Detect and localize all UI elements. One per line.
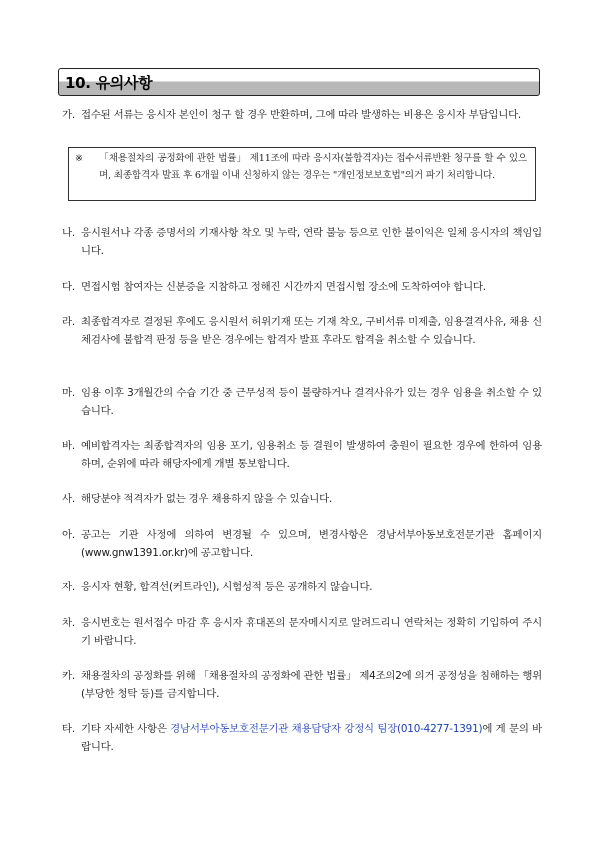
item-marker: 자. [62,581,75,593]
notice-item-da [62,278,542,296]
notice-item-ba [62,437,542,473]
item-text: 예비합격자는 최종합격자의 임용 포기, 임용취소 등 결원이 발생하여 충원이 필요한 경우에 한하여 임용하며, 순위에 따라 해당자에게 개별 통보합니다. [81,440,542,470]
notice-item-na [62,224,542,260]
notice-item-cha [62,614,542,650]
section-title: 10. 유의사항 [65,74,153,92]
item-marker: 차. [62,617,75,629]
item-text: 임용 이후 3개월간의 수습 기간 중 근무성적 등이 불량하거나 결격사유가 있는 경우 임용을 취소할 수 있습니다. [81,387,542,417]
contact-info: 경남서부아동보호전문기관 채용담당자 강정식 팀장(010-4277-1391) [170,723,483,735]
item-marker: 사. [62,493,75,505]
item-text: 공고는 기관 사정에 의하여 변경될 수 있으며, 변경사항은 경남서부아동보호전문기관 홈페이지(www.gnw1391.or.kr)에 공고합니다. [81,529,542,559]
notice-item-ja [62,578,542,596]
notice-item-sa [62,490,542,508]
note-text: 「채용절차의 공정화에 관한 법률」 제11조에 따라 응시자(불합격자)는 접수서류반환 청구를 할 수 있으며, 최종합격자 발표 후 6개월 이내 신청하지 않는 경우는 "개인정보보호법"의거 파기 처리합니다. [99,153,527,181]
item-marker: 라. [62,316,75,328]
item-text: 응시원서나 각종 증명서의 기재사항 착오 및 누락, 연락 불능 등으로 인한 불이익은 일체 응시자의 책임입니다. [81,227,542,257]
item-text: 채용절차의 공정화를 위해 「채용절차의 공정화에 관한 법률」 제4조의2에 의거 공정성을 침해하는 행위(부당한 청탁 등)를 금지합니다. [81,670,542,700]
notice-item-ta [62,720,542,756]
section-header [58,68,540,96]
item-marker: 바. [62,440,75,452]
note-marker: ※ [75,153,83,164]
item-text: 접수된 서류는 응시자 본인이 청구 할 경우 반환하며, 그에 따라 발생하는 비용은 응시자 부담입니다. [81,109,522,121]
item-marker: 마. [62,387,75,399]
item-marker: 카. [62,670,75,682]
notice-item-ra [62,313,542,349]
item-text: 응시번호는 원서접수 마감 후 응시자 휴대폰의 문자메시지로 알려드리니 연락처는 정확히 기입하여 주시기 바랍니다. [81,617,542,647]
item-marker: 아. [62,529,75,541]
item-text: 응시자 현황, 합격선(커트라인), 시험성적 등은 공개하지 않습니다. [81,581,373,593]
item-text-suffix: 에 게 문의 바랍니다. [81,723,542,753]
item-marker: 나. [62,227,75,239]
item-text [62,720,542,756]
notice-item-a [62,526,542,562]
item-text: 면접시험 참여자는 신분증을 지참하고 정해진 시간까지 면접시험 장소에 도착하여야 합니다. [81,281,486,293]
item-marker: 가. [62,109,75,121]
item-marker: 다. [62,281,75,293]
notice-item-ka [62,667,542,703]
note-box [68,147,536,201]
notice-item-ma [62,384,542,420]
item-text: 최종합격자로 결정된 후에도 응시원서 허위기재 또는 기재 착오, 구비서류 미제출, 임용결격사유, 채용 신체검사에 불합격 판정 등을 받은 경우에는 합격자 발표 후라도 합격을 취소할 수 있습니다. [81,316,542,346]
item-text: 해당분야 적격자가 없는 경우 채용하지 않을 수 있습니다. [81,493,333,505]
item-text-prefix: 기타 자세한 사항은 [81,723,171,735]
item-marker: 타. [62,723,75,735]
notice-item-ga [62,106,542,124]
